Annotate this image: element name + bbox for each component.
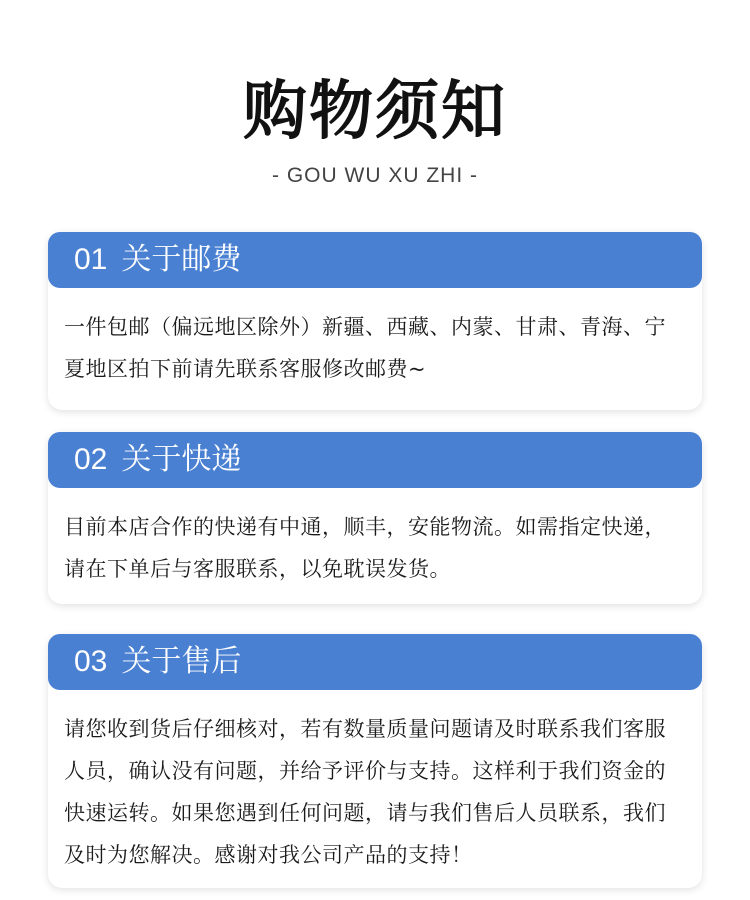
section-number: 02 (74, 443, 108, 476)
section-heading: 关于邮费 (121, 242, 242, 277)
section-card-after-sales (48, 634, 702, 888)
section-card-postage (48, 232, 702, 410)
page-title: 购物须知 (243, 75, 507, 149)
section-card-delivery (48, 432, 702, 604)
section-heading: 关于快递 (121, 442, 242, 477)
section-header (48, 232, 702, 288)
section-number: 01 (74, 243, 108, 276)
section-heading: 关于售后 (121, 644, 242, 679)
section-body: 目前本店合作的快递有中通，顺丰，安能物流。如需指定快递，请在下单后与客服联系，以免耽误发货。 (64, 515, 666, 581)
section-header (48, 634, 702, 690)
section-header (48, 432, 702, 488)
section-number: 03 (74, 645, 108, 678)
section-body: 一件包邮（偏远地区除外）新疆、西藏、内蒙、甘肃、青海、宁夏地区拍下前请先联系客服修改邮费~ (64, 315, 666, 381)
page-subtitle: - GOU WU XU ZHI - (272, 164, 478, 187)
section-body: 请您收到货后仔细核对，若有数量质量问题请及时联系我们客服人员，确认没有问题，并给予评价与支持。这样利于我们资金的快速运转。如果您遇到任何问题，请与我们售后人员联系，我们及时为您解决。感谢对我公司产品的支持！ (64, 717, 666, 867)
